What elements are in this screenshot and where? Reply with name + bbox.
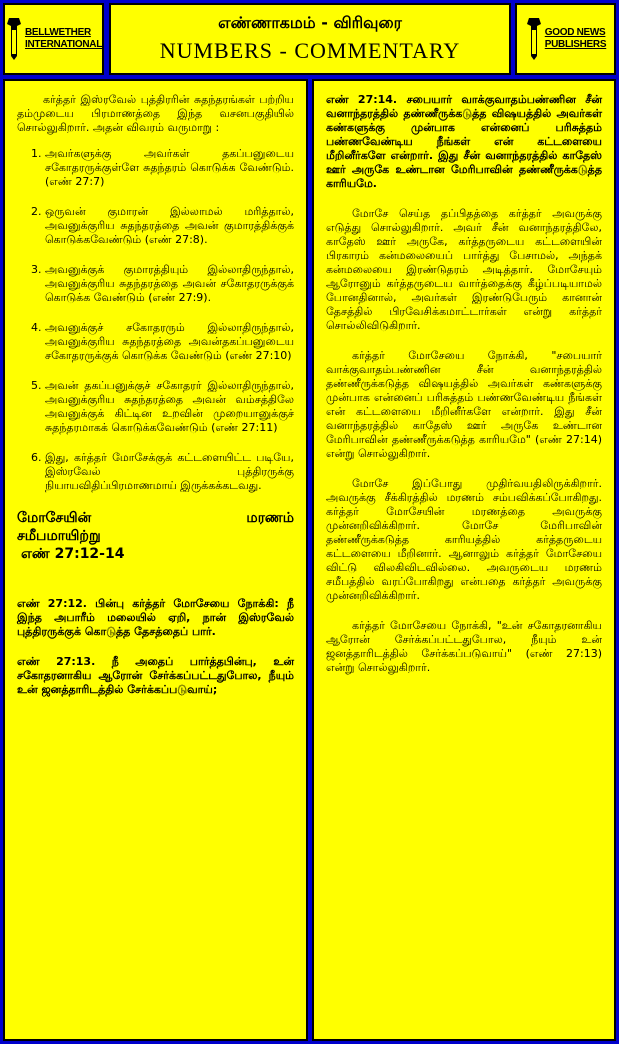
section-title <box>17 509 294 563</box>
title-tamil: எண்ணாகமம் - விரிவுரை <box>218 13 402 32</box>
page-header <box>109 3 511 75</box>
section-title-word2: மரணம் <box>246 510 294 526</box>
section-title-word1: மோசேயின் <box>17 510 92 526</box>
verse-27-14: எண் 27:14. சபையார் வாக்குவாதம்பண்ணின சீன் வனாந்தரத்தில் தண்ணீருக்கடுத்த விஷயத்தில் அவர்கள் கண்களுக்கு முன்பாக என்னைப் பரிசுத்தம் பண்ணவேண்டிய நீங்கள் என் கட்டளையை மீறினீர்களே என்றார். இது சீன் வனாந்தரத்தில் காதேஸ் ஊர் அருகே உண்டான மேரிபாவின் தண்ணீருக்கடுத்த காரியமே. <box>326 93 602 190</box>
right-column <box>312 79 616 1041</box>
ram-head-icon <box>5 16 23 62</box>
bellwether-logo <box>3 3 104 75</box>
verse-27-13: எண் 27:13. நீ அதைப் பார்த்தபின்பு, உன் சகோதரனாகிய ஆரோன் சேர்க்கப்பட்டதுபோல, நீயும் உன் ஜனத்தாரிடத்தில் சேர்க்கப்படுவாய்; <box>17 655 294 696</box>
title-english: NUMBERS - COMMENTARY <box>159 38 461 63</box>
commentary-paragraph-1: மோசே செய்த தப்பிதத்தை கர்த்தர் அவருக்கு எடுத்து சொல்லுகிறார். அவர் சீன் வனாந்தரத்திலே, காதேஸ் ஊர் அருகே, கர்த்தருடைய கட்டளையின் பிரகாரம் கன்மலையைப் பார்த்து பேசாமல், அந்தக் கன்மலையை இரண்டுதரம் அடித்தார். மோசேயும் ஆரோனும் கர்த்தருடைய வார்த்தைக்கு கீழ்ப்படியாமல் போனதினால், அவர்கள் இரண்டுபேரும் கானான் தேசத்தில் பிரவேசிக்கமாட்டார்கள் என்று கர்த்தர் சொல்லிவிடுகிறார். <box>326 207 602 332</box>
list-item: 2. ஒருவன் குமாரன் இல்லாமல் மரித்தால், அவனுக்குரிய சுதந்தரத்தை அவன் குமாரத்திக்குக் கொடுக்கவேண்டும் (எண் 27:8). <box>45 205 294 247</box>
intro-paragraph: கர்த்தர் இஸ்ரவேல் புத்திரரின் சுதந்தரங்கள் பற்றிய தம்முடைய பிரமாணத்தை இந்த வசனபகுதியில் சொல்லுகிறார். அதன் விவரம் வருமாறு : <box>17 93 294 134</box>
list-item: 6. இது, கர்த்தர் மோசேக்குக் கட்டளையிட்ட படியே, இஸ்ரவேல் புத்திரருக்கு நியாயவிதிப்பிரமாணமாய் இருக்கக்கடவது. <box>45 451 294 493</box>
ram-head-icon <box>525 16 543 62</box>
good-news-logo <box>515 3 616 75</box>
list-item: 5. அவன் தகப்பனுக்குச் சகோதரர் இல்லாதிருந்தால், அவனுக்குரிய சுதந்தரத்தை அவன் வம்சத்திலே அவனுக்குக் கிட்டின உறவின் முறையானுக்குச் சுதந்தரமாகக் கொடுக்கவேண்டும் (எண் 27:11) <box>45 379 294 435</box>
commentary-paragraph-4: கர்த்தர் மோசேயை நோக்கி, "உன் சகோதரனாகிய ஆரோன் சேர்க்கப்பட்டதுபோல, நீயும் உன் ஜனத்தாரிடத்தில் சேர்க்கப்படுவாய்" (எண் 27:13) என்று சொல்லுகிறார். <box>326 619 602 674</box>
logo-right-line2: PUBLISHERS <box>544 39 607 50</box>
verse-27-12: எண் 27:12. பின்பு கர்த்தர் மோசேயை நோக்கி: நீ இந்த அபாரீம் மலையில் ஏறி, நான் இஸ்ரவேல் புத்திரருக்குக் கொடுத்த தேசத்தைப் பார். <box>17 597 294 638</box>
logo-left-line2: INTERNATIONAL <box>24 39 103 50</box>
commentary-paragraph-3: மோசே இப்போது முதிர்வயதிலிருக்கிறார். அவருக்கு சீக்கிரத்தில் மரணம் சம்பவிக்கப்போகிறது. கர்த்தர் மோசேயின் மரணத்தை அவருக்கு முன்னறிவிக்கிறார். மோசே மேரிபாவின் தண்ணீருக்கடுத்த காரியத்தில் கர்த்தருடைய கட்டளையை மீறினார். ஆனாலும் கர்த்தர் மோசேயை விட்டு விலகிவிடவில்லை. அவருடைய மரணம் சமீபத்தில் வரப்போகிறது என்பதை கர்த்தர் அவருக்கு முன்னறிவிக்கிறார். <box>326 477 602 602</box>
commentary-paragraph-2: கர்த்தர் மோசேயை நோக்கி, "சபையார் வாக்குவாதம்பண்ணின சீன் வனாந்தரத்தில் தண்ணீருக்கடுத்த விஷயத்தில் அவர்கள் கண்களுக்கு முன்பாக என்னைப் பரிசுத்தம் பண்ணவேண்டிய நீங்கள் என் கட்டளையை மீறினீர்களே என்றார். இது சீன் வனாந்தரத்தில் காதேஸ் ஊர் அருகே உண்டான மேரிபாவின் தண்ணீருக்கடுத்த காரியமே" (எண் 27:14) என்று சொல்லுகிறார். <box>326 349 602 460</box>
logo-right-line1: GOOD NEWS <box>544 27 606 38</box>
left-column <box>3 79 308 1041</box>
logo-left-line1: BELLWETHER <box>24 27 91 38</box>
list-item: 3. அவனுக்குக் குமாரத்தியும் இல்லாதிருந்தால், அவனுக்குரிய சுதந்தரத்தை அவன் சகோதரருக்குக் கொடுக்க வேண்டும் (எண் 27:9). <box>45 263 294 305</box>
list-item: 1. அவர்களுக்கு அவர்கள் தகப்பனுடைய சகோதரருக்குள்ளே சுதந்தரம் கொடுக்க வேண்டும். (எண் 27:7) <box>45 147 294 189</box>
section-title-reference: எண் 27:12-14 <box>21 546 125 562</box>
list-item: 4. அவனுக்குச் சகோதரரும் இல்லாதிருந்தால், அவனுக்குரிய சுதந்தரத்தை அவன்தகப்பனுடைய சகோதரருக்குக் கொடுக்க வேண்டும் (எண் 27:10) <box>45 321 294 363</box>
section-title-line2: சமீபமாயிற்று <box>17 528 101 544</box>
inheritance-rules-list <box>17 147 294 493</box>
